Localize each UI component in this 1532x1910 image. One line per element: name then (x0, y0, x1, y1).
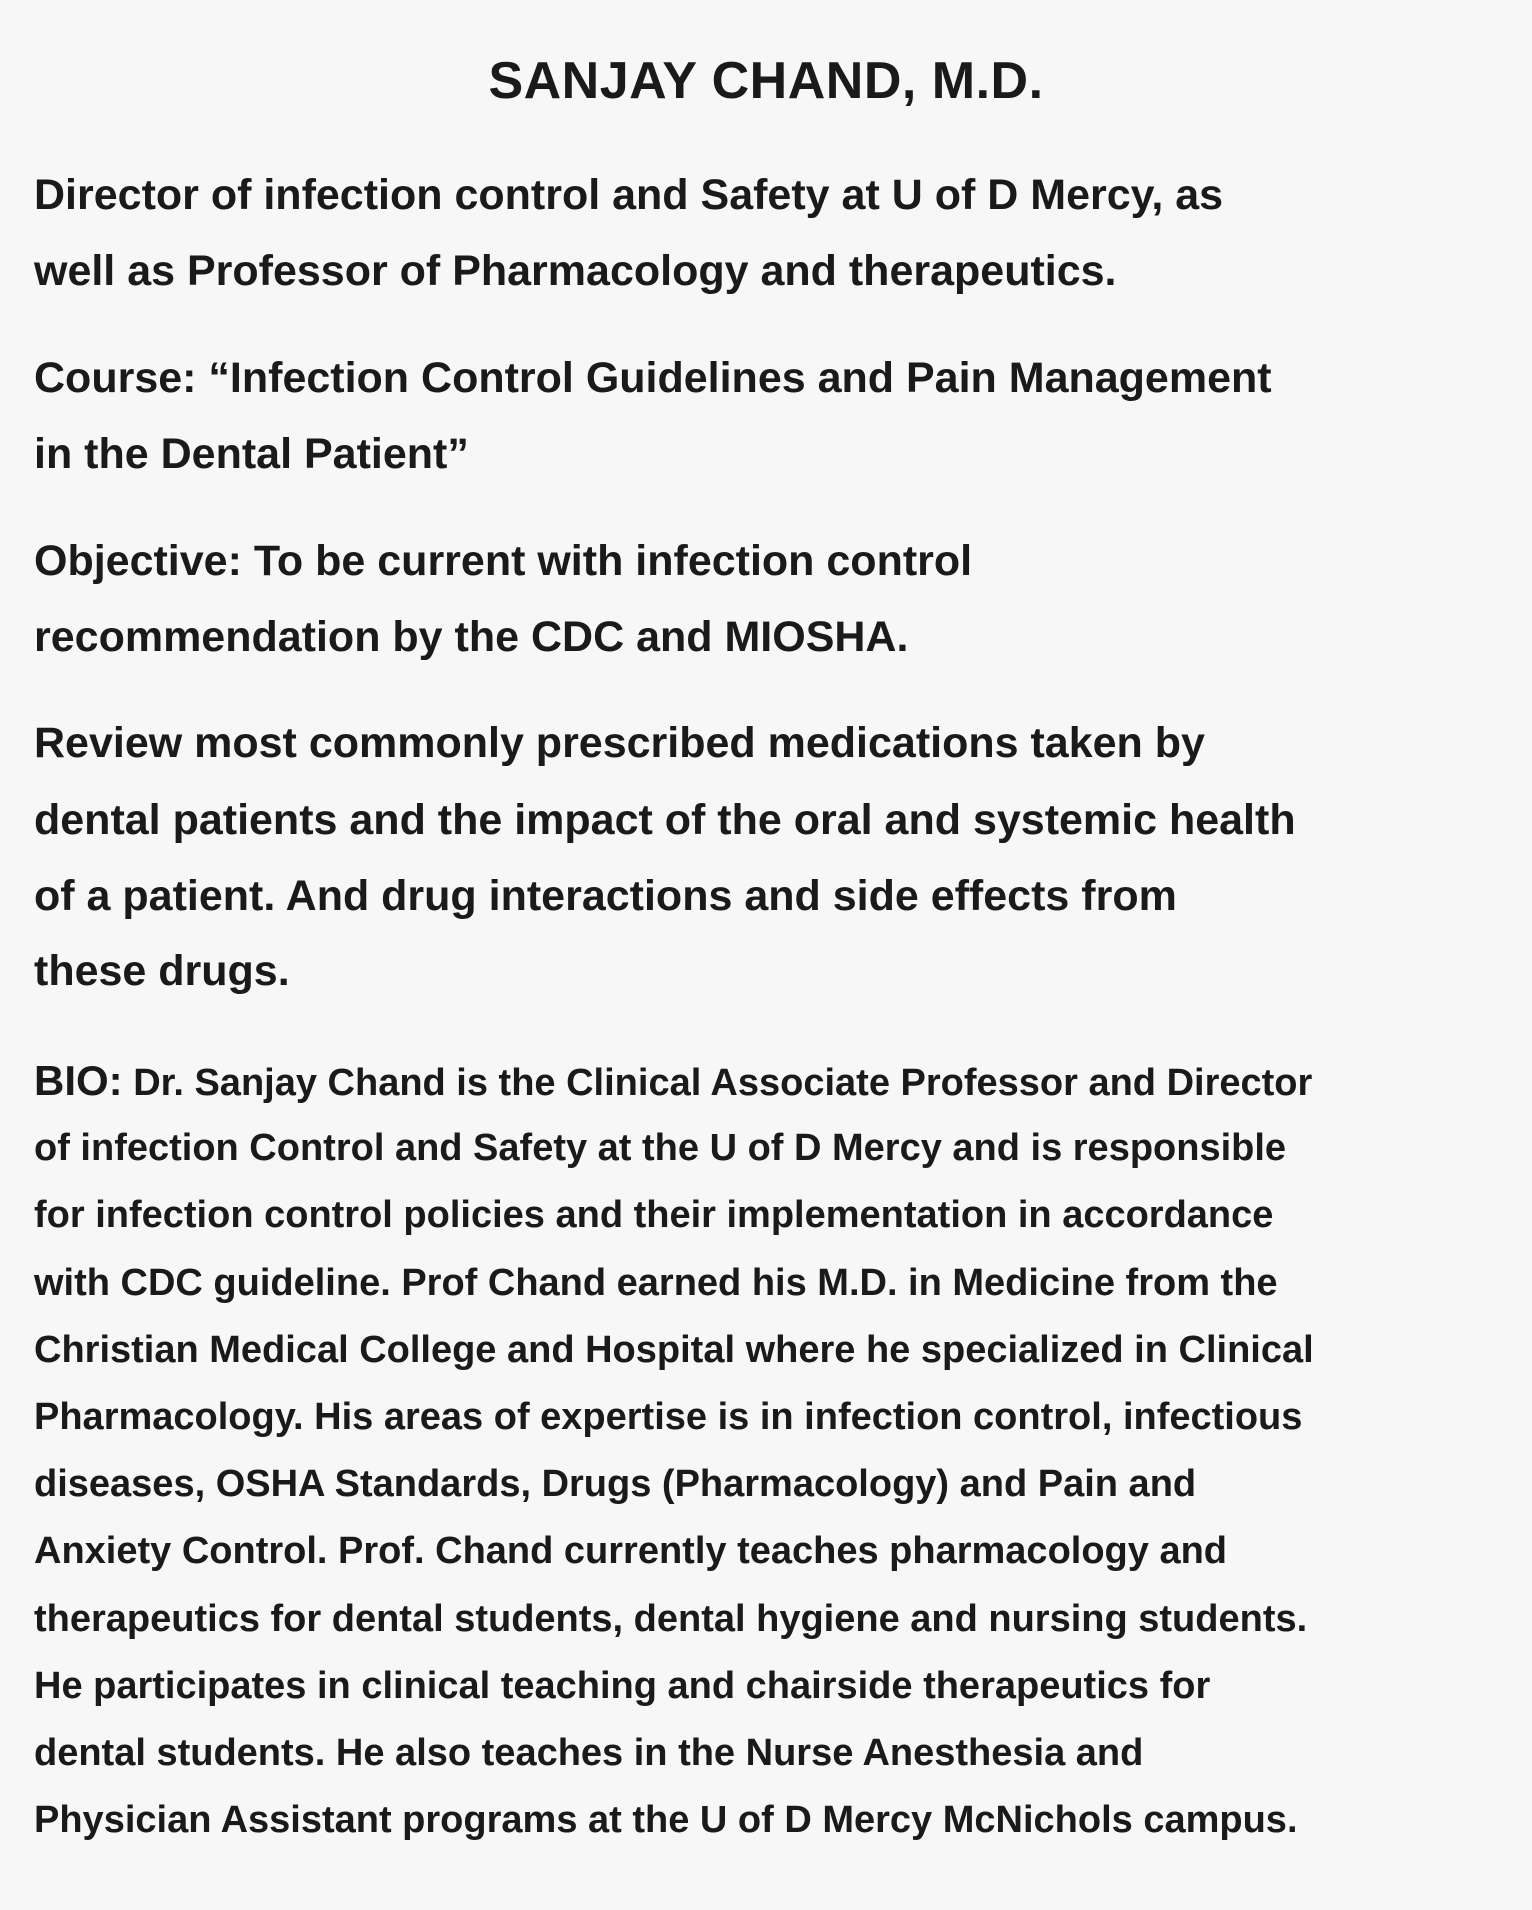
intro-line: Director of infection control and Safety at U of D Mercy, as (34, 171, 1224, 219)
bio-line: with CDC guideline. Prof Chand earned his M.D. in Medicine from the (34, 1262, 1278, 1304)
bio-line: Anxiety Control. Prof. Chand currently teaches pharmacology and (34, 1530, 1228, 1572)
bio-line: Pharmacology. His areas of expertise is in infection control, infectious (34, 1396, 1303, 1438)
bio-line: of infection Control and Safety at the U of D Mercy and is responsible (34, 1127, 1287, 1169)
bio-line: Christian Medical College and Hospital where he specialized in Clinical (34, 1329, 1314, 1371)
bio-line: dental students. He also teaches in the Nurse Anesthesia and (34, 1732, 1144, 1774)
review-line: Review most commonly prescribed medications taken by (34, 719, 1205, 767)
course-line: in the Dental Patient” (34, 430, 469, 478)
bio-line: therapeutics for dental students, dental hygiene and nursing students. (34, 1598, 1308, 1640)
intro-line: well as Professor of Pharmacology and therapeutics. (34, 247, 1117, 295)
objective-line: recommendation by the CDC and MIOSHA. (34, 613, 909, 661)
review-line: dental patients and the impact of the oral and systemic health (34, 796, 1296, 844)
bio-line: diseases, OSHA Standards, Drugs (Pharmacology) and Pain and (34, 1463, 1197, 1505)
bio-label: BIO: (34, 1057, 123, 1104)
review-line: these drugs. (34, 947, 290, 995)
objective-line: Objective: To be current with infection control (34, 537, 973, 585)
page-title: SANJAY CHAND, M.D. (488, 52, 1044, 110)
course-line: Course: “Infection Control Guidelines and Pain Management (34, 354, 1272, 402)
bio-line: for infection control policies and their implementation in accordance (34, 1194, 1274, 1236)
bio-line: He participates in clinical teaching and chairside therapeutics for (34, 1665, 1211, 1707)
review-line: of a patient. And drug interactions and side effects from (34, 872, 1177, 920)
bio-first-text: Dr. Sanjay Chand is the Clinical Associate Professor and Director (122, 1062, 1313, 1104)
bio-first-line (34, 1058, 1312, 1106)
bio-line: Physician Assistant programs at the U of D Mercy McNichols campus. (34, 1799, 1298, 1841)
